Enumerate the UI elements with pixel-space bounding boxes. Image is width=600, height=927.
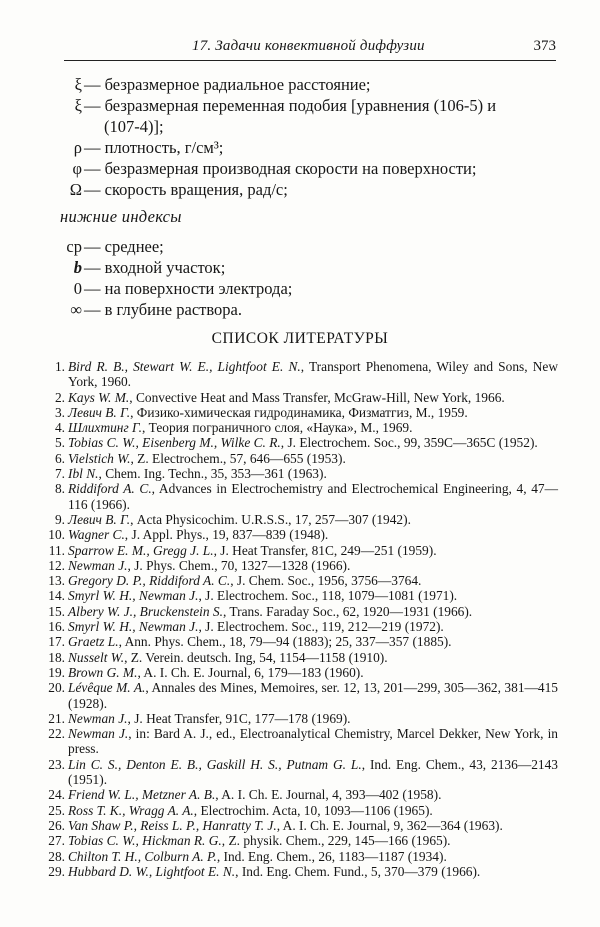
reference-text [68, 405, 558, 420]
reference-number: 23. [48, 756, 65, 772]
reference-entry [46, 711, 558, 726]
reference-entry [46, 757, 558, 788]
reference-number: 16. [48, 619, 65, 635]
reference-number: 9. [54, 511, 65, 527]
reference-number: 28. [48, 848, 65, 864]
reference-entry [46, 420, 558, 435]
reference-text [68, 634, 558, 649]
subscript-description: — входной участок; [84, 258, 226, 277]
symbol-description: — плотность, г/см³; [84, 138, 224, 157]
reference-authors: Sparrow E. M., Gregg J. L. [68, 542, 214, 558]
subscript-symbol: 0 [73, 279, 82, 298]
reference-list [46, 359, 558, 879]
reference-authors: Graetz L. [68, 634, 119, 650]
reference-number: 14. [48, 588, 65, 604]
reference-entry [46, 451, 558, 466]
symbol: ξ [74, 75, 82, 94]
reference-details: , Advances in Electrochemistry and Electrochemical Engineering, 4, 47—116 (1966). [68, 481, 558, 512]
subscript-description: — на поверхности электрода; [84, 279, 293, 298]
reference-authors: Newman J. [68, 726, 129, 742]
reference-entry [46, 634, 558, 649]
reference-text [68, 726, 558, 757]
reference-authors: Van Shaw P., Reiss L. P., Hanratty T. J. [68, 817, 277, 833]
reference-authors: Левич В. Г. [68, 404, 131, 420]
reference-entry [46, 818, 558, 833]
reference-authors: Vielstich W. [68, 450, 131, 466]
reference-entry [46, 588, 558, 603]
symbol-description-continuation: (107-4)]; [104, 117, 164, 136]
symbol-row [60, 158, 560, 179]
reference-number: 5. [54, 435, 65, 451]
reference-entry [46, 512, 558, 527]
reference-text [68, 803, 558, 818]
reference-details: , Ind. Eng. Chem. Fund., 5, 370—379 (1966). [235, 863, 481, 879]
subscript-symbol: b [73, 258, 82, 277]
reference-number: 22. [48, 726, 65, 742]
reference-authors: Левич В. Г. [68, 511, 131, 527]
reference-number: 7. [54, 466, 65, 482]
reference-authors: Tobias C. W., Eisenberg M., Wilke C. R. [68, 435, 281, 451]
reference-text [68, 435, 558, 450]
symbol-row [60, 137, 560, 158]
reference-details: , Ann. Phys. Chem., 18, 79—94 (1883); 25, 337—357 (1885). [118, 634, 452, 650]
reference-entry [46, 390, 558, 405]
reference-authors: Nusselt W. [68, 649, 125, 665]
reference-details: , Z. physik. Chem., 229, 145—166 (1965). [221, 833, 451, 849]
reference-authors: Kays W. M. [68, 389, 130, 405]
reference-authors: Riddiford A. C. [68, 481, 152, 497]
reference-number: 6. [54, 450, 65, 466]
reference-text [68, 849, 558, 864]
reference-authors: Newman J. [68, 557, 128, 573]
reference-text [68, 466, 558, 481]
reference-entry [46, 803, 558, 818]
page-number: 373 [533, 38, 556, 54]
reference-text [68, 527, 558, 542]
symbol-description: — скорость вращения, рад/с; [84, 180, 288, 199]
reference-details: , Ind. Eng. Chem., 43, 2136—2143 (1951). [68, 756, 558, 788]
reference-text [68, 512, 558, 527]
reference-details: , Trans. Faraday Soc., 62, 1920—1931 (1966). [222, 603, 473, 619]
reference-text [68, 864, 558, 879]
reference-entry [46, 787, 558, 802]
reference-text [68, 481, 558, 512]
subscript-symbol: ср [66, 237, 82, 256]
reference-details: , A. I. Ch. E. Journal, 6, 179—183 (1960). [137, 664, 364, 680]
reference-details: , J. Appl. Phys., 19, 837—839 (1948). [124, 527, 329, 543]
reference-text [68, 558, 558, 573]
reference-authors: Hubbard D. W., Lightfoot E. N. [68, 863, 236, 879]
reference-number: 17. [48, 634, 65, 650]
reference-details: , Electrochim. Acta, 10, 1093—1106 (1965). [193, 802, 433, 818]
reference-entry [46, 680, 558, 711]
reference-authors: Brown G. M. [68, 664, 138, 680]
reference-details: , Acta Physicochim. U.R.S.S., 17, 257—307 (1942). [130, 511, 411, 527]
subscript-row [60, 236, 560, 257]
symbol: φ [72, 159, 82, 178]
reference-number: 25. [48, 802, 65, 818]
reference-authors: Ross T. K., Wragg A. A. [68, 802, 194, 818]
reference-details: , J. Electrochem. Soc., 118, 1079—1081 (1971). [198, 588, 458, 604]
reference-text [68, 757, 558, 788]
reference-text [68, 588, 558, 603]
reference-text [68, 650, 558, 665]
subscripts-heading: нижние индексы [60, 207, 182, 226]
reference-entry [46, 543, 558, 558]
reference-text [68, 573, 558, 588]
reference-number: 21. [48, 710, 65, 726]
subscript-symbol: ∞ [70, 300, 82, 319]
reference-details: , Z. Verein. deutsch. Ing, 54, 1154—1158 (1910). [124, 649, 388, 665]
reference-number: 29. [48, 863, 65, 879]
reference-entry [46, 650, 558, 665]
reference-number: 15. [48, 603, 65, 619]
reference-details: , Convective Heat and Mass Transfer, McGraw-Hill, New York, 1966. [129, 389, 505, 405]
reference-authors: Smyrl W. H., Newman J. [68, 588, 199, 604]
symbol: ξ [74, 96, 82, 115]
reference-number: 26. [48, 817, 65, 833]
reference-entry [46, 435, 558, 450]
reference-number: 27. [48, 833, 65, 849]
reference-text [68, 619, 558, 634]
reference-entry [46, 573, 558, 588]
reference-details: , J. Electrochem. Soc., 119, 212—219 (1972). [198, 619, 444, 635]
running-header [64, 38, 556, 61]
reference-authors: Wagner C. [68, 527, 125, 543]
reference-details: , A. I. Ch. E. Journal, 4, 393—402 (1958). [215, 787, 442, 803]
reference-number: 11. [48, 542, 65, 558]
reference-text [68, 543, 558, 558]
references-title: СПИСОК ЛИТЕРАТУРЫ [211, 330, 389, 347]
reference-number: 12. [48, 557, 65, 573]
subscript-row [60, 257, 560, 278]
reference-text [68, 359, 558, 390]
reference-entry [46, 833, 558, 848]
reference-number: 4. [54, 420, 65, 436]
reference-number: 3. [54, 404, 65, 420]
symbol-row [60, 74, 560, 95]
reference-entry [46, 849, 558, 864]
reference-details: , J. Heat Transfer, 81C, 249—251 (1959). [213, 542, 437, 558]
reference-text [68, 680, 558, 711]
reference-details: , J. Chem. Soc., 1956, 3756—3764. [230, 573, 422, 589]
reference-text [68, 711, 558, 726]
reference-number: 24. [48, 787, 65, 803]
reference-text [68, 604, 558, 619]
subscript-description: — в глубине раствора. [84, 300, 242, 319]
reference-entry [46, 466, 558, 481]
reference-text [68, 665, 558, 680]
reference-entry [46, 604, 558, 619]
symbol-description: — безразмерное радиальное расстояние; [84, 75, 371, 94]
reference-text [68, 787, 558, 802]
reference-details: , Физико-химическая гидродинамика, Физматгиз, М., 1959. [130, 404, 468, 420]
reference-details: , A. I. Ch. E. Journal, 9, 362—364 (1963). [276, 817, 503, 833]
reference-details: , Annales des Mines, Memoires, ser. 12, 13, 201—299, 305—362, 381—415 (1928). [68, 680, 558, 711]
reference-number: 1. [54, 359, 65, 374]
symbol-description: — безразмерная переменная подобия [уравнения (106-5) и [84, 96, 497, 115]
reference-entry [46, 864, 558, 879]
reference-number: 10. [48, 527, 65, 543]
reference-text [68, 420, 558, 435]
reference-authors: Gregory D. P., Riddiford A. C. [68, 573, 231, 589]
reference-text [68, 451, 558, 466]
reference-details: , Chem. Ing. Techn., 35, 353—361 (1963). [98, 466, 327, 482]
reference-number: 2. [54, 389, 65, 405]
reference-authors: Ibl N. [68, 466, 99, 482]
reference-details: , J. Phys. Chem., 70, 1327—1328 (1966). [127, 557, 351, 573]
reference-authors: Friend W. L., Metzner A. B. [68, 787, 216, 803]
reference-entry [46, 359, 558, 390]
reference-authors: Newman J. [68, 710, 128, 726]
reference-details: , in: Bard A. J., ed., Electroanalytical Chemistry, Marcel Dekker, New York, in press. [68, 726, 558, 757]
subscript-description: — среднее; [84, 237, 164, 256]
subscript-row [60, 299, 560, 320]
reference-entry [46, 481, 558, 512]
reference-authors: Smyrl W. H., Newman J. [68, 619, 199, 635]
reference-authors: Шлихтинг Г. [68, 420, 142, 436]
symbol-row [60, 179, 560, 200]
reference-authors: Albery W. J., Bruckenstein S. [68, 603, 223, 619]
reference-entry [46, 726, 558, 757]
reference-number: 18. [48, 649, 65, 665]
reference-details: , J. Electrochem. Soc., 99, 359C—365C (1952). [280, 435, 538, 451]
reference-details: , Ind. Eng. Chem., 26, 1183—1187 (1934). [216, 848, 447, 864]
subscript-row [60, 278, 560, 299]
symbol: Ω [69, 180, 82, 199]
symbol-row [60, 95, 560, 116]
reference-number: 19. [48, 664, 65, 680]
reference-entry [46, 405, 558, 420]
symbol: ρ [73, 138, 82, 157]
reference-details: , Transport Phenomena, Wiley and Sons, New York, 1960. [68, 359, 558, 390]
reference-details: , Теория пограничного слоя, «Наука», М., 1969. [141, 420, 413, 436]
reference-text [68, 390, 558, 405]
reference-text [68, 833, 558, 848]
reference-authors: Chilton T. H., Colburn A. P. [68, 848, 217, 864]
reference-details: , J. Heat Transfer, 91C, 177—178 (1969). [127, 710, 351, 726]
reference-entry [46, 665, 558, 680]
reference-authors: Lévêque M. A. [68, 680, 146, 696]
reference-text [68, 818, 558, 833]
reference-entry [46, 619, 558, 634]
chapter-title: 17. Задачи конвективной диффузии [192, 38, 425, 54]
reference-number: 8. [54, 481, 65, 497]
reference-details: , Z. Electrochem., 57, 646—655 (1953). [130, 450, 346, 466]
reference-number: 13. [48, 573, 65, 589]
subscript-list [60, 236, 560, 320]
reference-entry [46, 558, 558, 573]
reference-number: 20. [48, 680, 65, 696]
symbol-list [60, 74, 560, 200]
reference-authors: Bird R. B., Stewart W. E., Lightfoot E. N. [68, 359, 301, 374]
reference-authors: Tobias C. W., Hickman R. G. [68, 833, 222, 849]
reference-entry [46, 527, 558, 542]
symbol-description: — безразмерная производная скорости на поверхности; [84, 159, 477, 178]
reference-authors: Lin C. S., Denton E. B., Gaskill H. S., Putnam G. L. [68, 756, 362, 772]
